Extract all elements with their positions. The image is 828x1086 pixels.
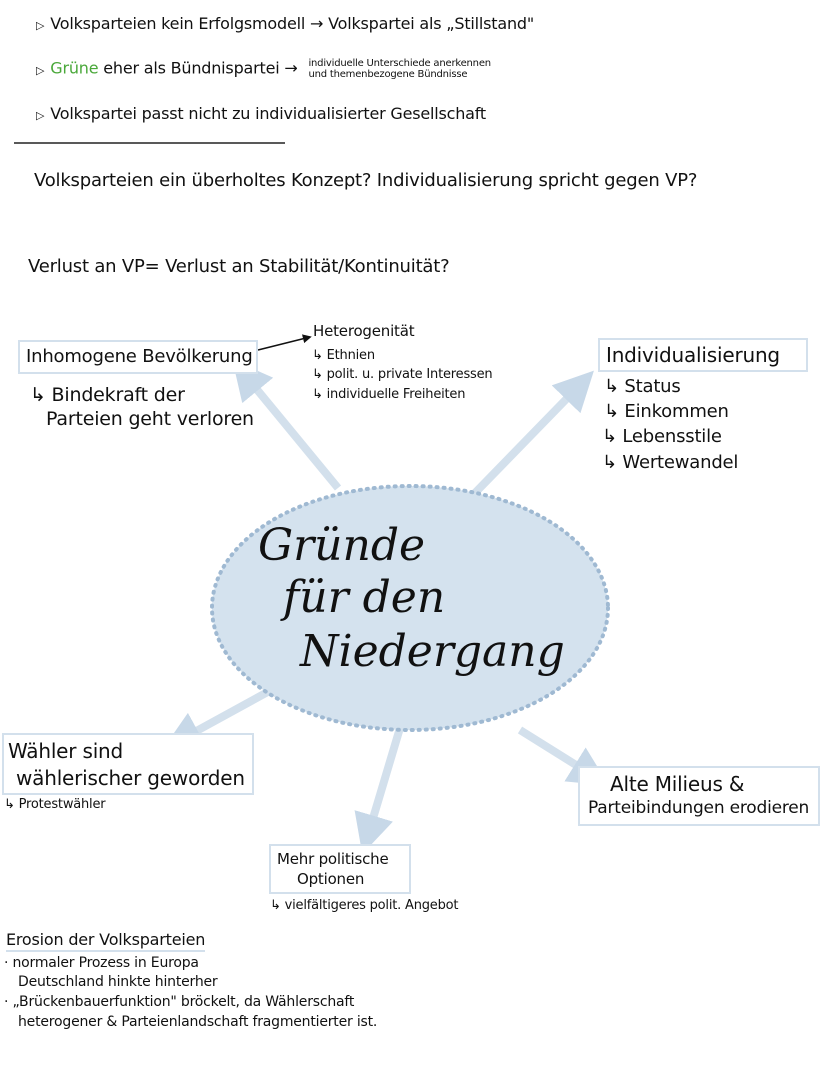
node-optionen-line-2: Optionen (297, 870, 365, 888)
center-line-1: Gründe (258, 520, 426, 571)
node-inhomogen-box (18, 340, 258, 374)
node-individualisierung-item-2: ↳ Einkommen (604, 401, 729, 422)
node-waehler-line-2: wählerischer geworden (16, 766, 245, 790)
center-line-2: für den (283, 572, 446, 623)
node-optionen-sub: ↳ vielfältigeres polit. Angebot (270, 898, 459, 913)
question-2: Verlust an VP= Verlust an Stabilität/Kontinuität? (28, 256, 450, 277)
node-individualisierung-item-3: ↳ Lebensstile (602, 426, 722, 447)
node-milieus-box (578, 766, 820, 826)
triangle-bullet-icon: ▷ (36, 109, 45, 122)
triangle-bullet-icon: ▷ (36, 63, 45, 77)
arrow-to-optionen (368, 728, 400, 835)
node-heterogenitaet-item-2: ↳ polit. u. private Interessen (312, 367, 493, 382)
node-individualisierung-box (598, 338, 808, 372)
node-heterogenitaet-item-3: ↳ individuelle Freiheiten (312, 387, 466, 402)
node-individualisierung-item-1: ↳ Status (604, 376, 681, 397)
node-milieus-line-2: Parteibindungen erodieren (588, 798, 810, 818)
bottom-notes-line-2: Deutschland hinkte hinterher (18, 974, 218, 990)
node-waehler-line-1: Wähler sind (8, 739, 124, 763)
node-waehler-sub: ↳ Protestwähler (4, 797, 106, 812)
arrow-to-individualisierung (472, 385, 580, 496)
question-1: Volksparteien ein überholtes Konzept? Individualisierung spricht gegen VP? (34, 170, 698, 191)
node-inhomogen-title: Inhomogene Bevölkerung (26, 346, 253, 367)
bottom-notes-title: Erosion der Volksparteien (6, 930, 205, 952)
note-line-2: ▷ Grüne eher als Bündnispartei → individuelle Unterschiede anerkennen und themenbezogene Bündnisse (36, 58, 491, 80)
node-optionen-box (269, 844, 411, 894)
center-line-3: Niedergang (300, 626, 565, 677)
node-individualisierung-item-4: ↳ Wertewandel (602, 452, 739, 473)
note-line-3: ▷ Volkspartei passt nicht zu individualisierter Gesellschaft (36, 104, 486, 123)
bottom-notes-line-1: · normaler Prozess in Europa (4, 955, 199, 971)
node-milieus-line-1: Alte Milieus & (610, 772, 745, 796)
bottom-notes-line-3: · „Brückenbauerfunktion" bröckelt, da Wählerschaft (4, 994, 355, 1010)
node-heterogenitaet-item-1: ↳ Ethnien (312, 348, 375, 363)
note-line-2-detail: individuelle Unterschiede anerkennen und themenbezogene Bündnisse (308, 58, 491, 80)
node-optionen-line-1: Mehr politische (277, 850, 389, 868)
arrow-icon: → (310, 14, 324, 33)
arrow-to-heterogenitaet (258, 337, 310, 350)
node-heterogenitaet-title: Heterogenität (313, 322, 415, 340)
arrow-icon: → (284, 58, 298, 78)
triangle-bullet-icon: ▷ (36, 19, 45, 32)
bottom-notes-line-4: heterogener & Parteienlandschaft fragmentierter ist. (18, 1014, 378, 1030)
node-inhomogen-sub2: Parteien geht verloren (46, 408, 254, 430)
node-inhomogen-sub1: ↳ Bindekraft der (30, 384, 185, 406)
node-waehler-box (2, 733, 254, 795)
node-individualisierung-title: Individualisierung (606, 343, 780, 367)
note-line-1: ▷ Volksparteien kein Erfolgsmodell → Volkspartei als „Stillstand" (36, 14, 535, 33)
